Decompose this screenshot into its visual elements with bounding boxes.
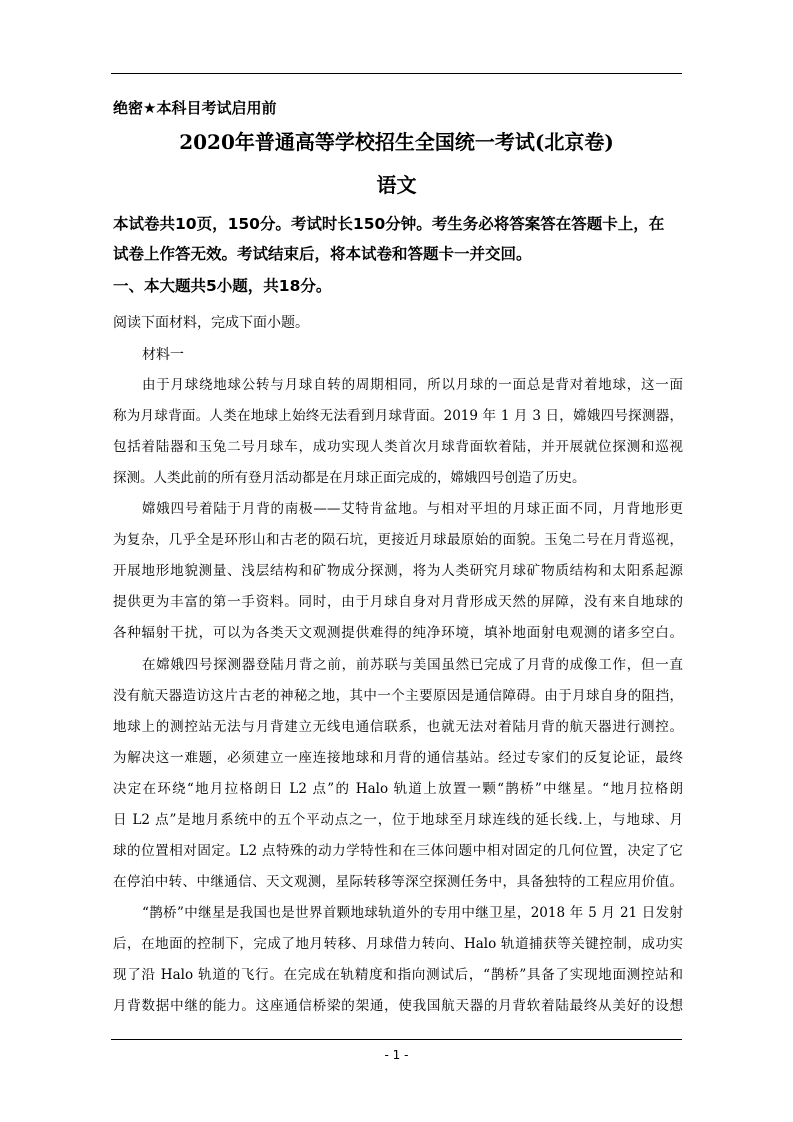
paragraph-line: 为复杂，几乎全是环形山和古老的陨石坑，更接近月球最原始的面貌。玉兔二号在月背巡视， xyxy=(113,532,683,548)
paragraph-line: 嫦娥四号着陆于月背的南极——艾特肯盆地。与相对平坦的月球正面不同，月背地形更 xyxy=(142,501,683,517)
page-number: - 1 - xyxy=(384,1048,409,1062)
paragraph-line: 称为月球背面。人类在地球上始终无法看到月球背面。2019 年 1 月 3 日，嫦娥四号探测器， xyxy=(113,408,683,424)
paragraph-line: “鹊桥”中继星是我国也是世界首颗地球轨道外的专用中继卫星，2018 年 5 月 21 日发射 xyxy=(142,905,683,921)
paragraph-line: 现了沿 Halo 轨道的飞行。在完成在轨精度和指向测试后，“鹊桥”具备了实现地面测控站和 xyxy=(113,967,683,983)
paragraph-line: 开展地形地貌测量、浅层结构和矿物成分探测，将为人类研究月球矿物质结构和太阳系起源 xyxy=(113,563,683,579)
paragraph-line: 各种辐射干扰，可以为各类天文观测提供难得的纯净环境，填补地面射电观测的诸多空白。 xyxy=(113,625,683,641)
paragraph-line: 由于月球绕地球公转与月球自转的周期相同，所以月球的一面总是背对着地球，这一面 xyxy=(142,377,683,393)
paragraph-line: 提供更为丰富的第一手资料。同时，由于月球自身对月背形成天然的屏障，没有来自地球的 xyxy=(113,594,683,610)
subject-title: 语文 xyxy=(376,173,417,197)
exam-title: 2020年普通高等学校招生全国统一考试(北京卷) xyxy=(179,130,614,154)
paragraph-line: 在嫦娥四号探测器登陆月背之前，前苏联与美国虽然已完成了月背的成像工作，但一直 xyxy=(142,657,683,673)
paragraph-line: 在停泊中转、中继通信、天文观测，星际转移等深空探测任务中，具备独特的工程应用价值。 xyxy=(113,874,683,890)
material-label: 材料一 xyxy=(142,347,184,363)
paragraph-line: 后，在地面的控制下，完成了地月转移、月球借力转向、Halo 轨道捕获等关键控制，成功实 xyxy=(113,936,683,952)
reading-instruction: 阅读下面材料，完成下面小题。 xyxy=(113,315,309,331)
paragraph-line: 探测。人类此前的所有登月活动都是在月球正面完成的，嫦娥四号创造了历史。 xyxy=(113,470,586,486)
paragraph-line: 月背数据中继的能力。这座通信桥梁的架通，使我国航天器的月背软着陆最终从美好的设想 xyxy=(113,998,683,1014)
confidential-label: 绝密★本科目考试启用前 xyxy=(113,99,277,117)
paragraph-line: 没有航天器造访这片古老的神秘之地，其中一个主要原因是通信障碍。由于月球自身的阻挡， xyxy=(113,688,683,704)
instruction-line: 试卷上作答无效。考试结束后，将本试卷和答题卡一并交回。 xyxy=(113,245,532,263)
section-heading: 一、本大题共5小题，共18分。 xyxy=(113,277,332,295)
bottom-rule xyxy=(111,1039,682,1040)
paragraph-line: 日 L2 点”是地月系统中的五个平动点之一，位于地球至月球连线的延长线.上，与地球、月 xyxy=(113,812,683,828)
paragraph-line: 包括着陆器和玉兔二号月球车，成功实现人类首次月球背面软着陆，并开展就位探测和巡视 xyxy=(113,439,683,455)
paragraph-line: 决定在环绕“地月拉格朗日 L2 点”的 Halo 轨道上放置一颗“鹊桥”中继星。“地月拉格朗 xyxy=(113,781,683,797)
paragraph-line: 球的位置相对固定。L2 点特殊的动力学特性和在三体问题中相对固定的几何位置，决定了它 xyxy=(113,843,683,859)
paragraph-line: 地球上的测控站无法与月背建立无线电通信联系，也就无法对着陆月背的航天器进行测控。 xyxy=(113,719,683,735)
paragraph-line: 为解决这一难题，必须建立一座连接地球和月背的通信基站。经过专家们的反复论证，最终 xyxy=(113,750,683,766)
top-rule xyxy=(111,73,682,74)
instruction-line: 本试卷共10页，150分。考试时长150分钟。考生务必将答案答在答题卡上，在 xyxy=(113,215,665,233)
